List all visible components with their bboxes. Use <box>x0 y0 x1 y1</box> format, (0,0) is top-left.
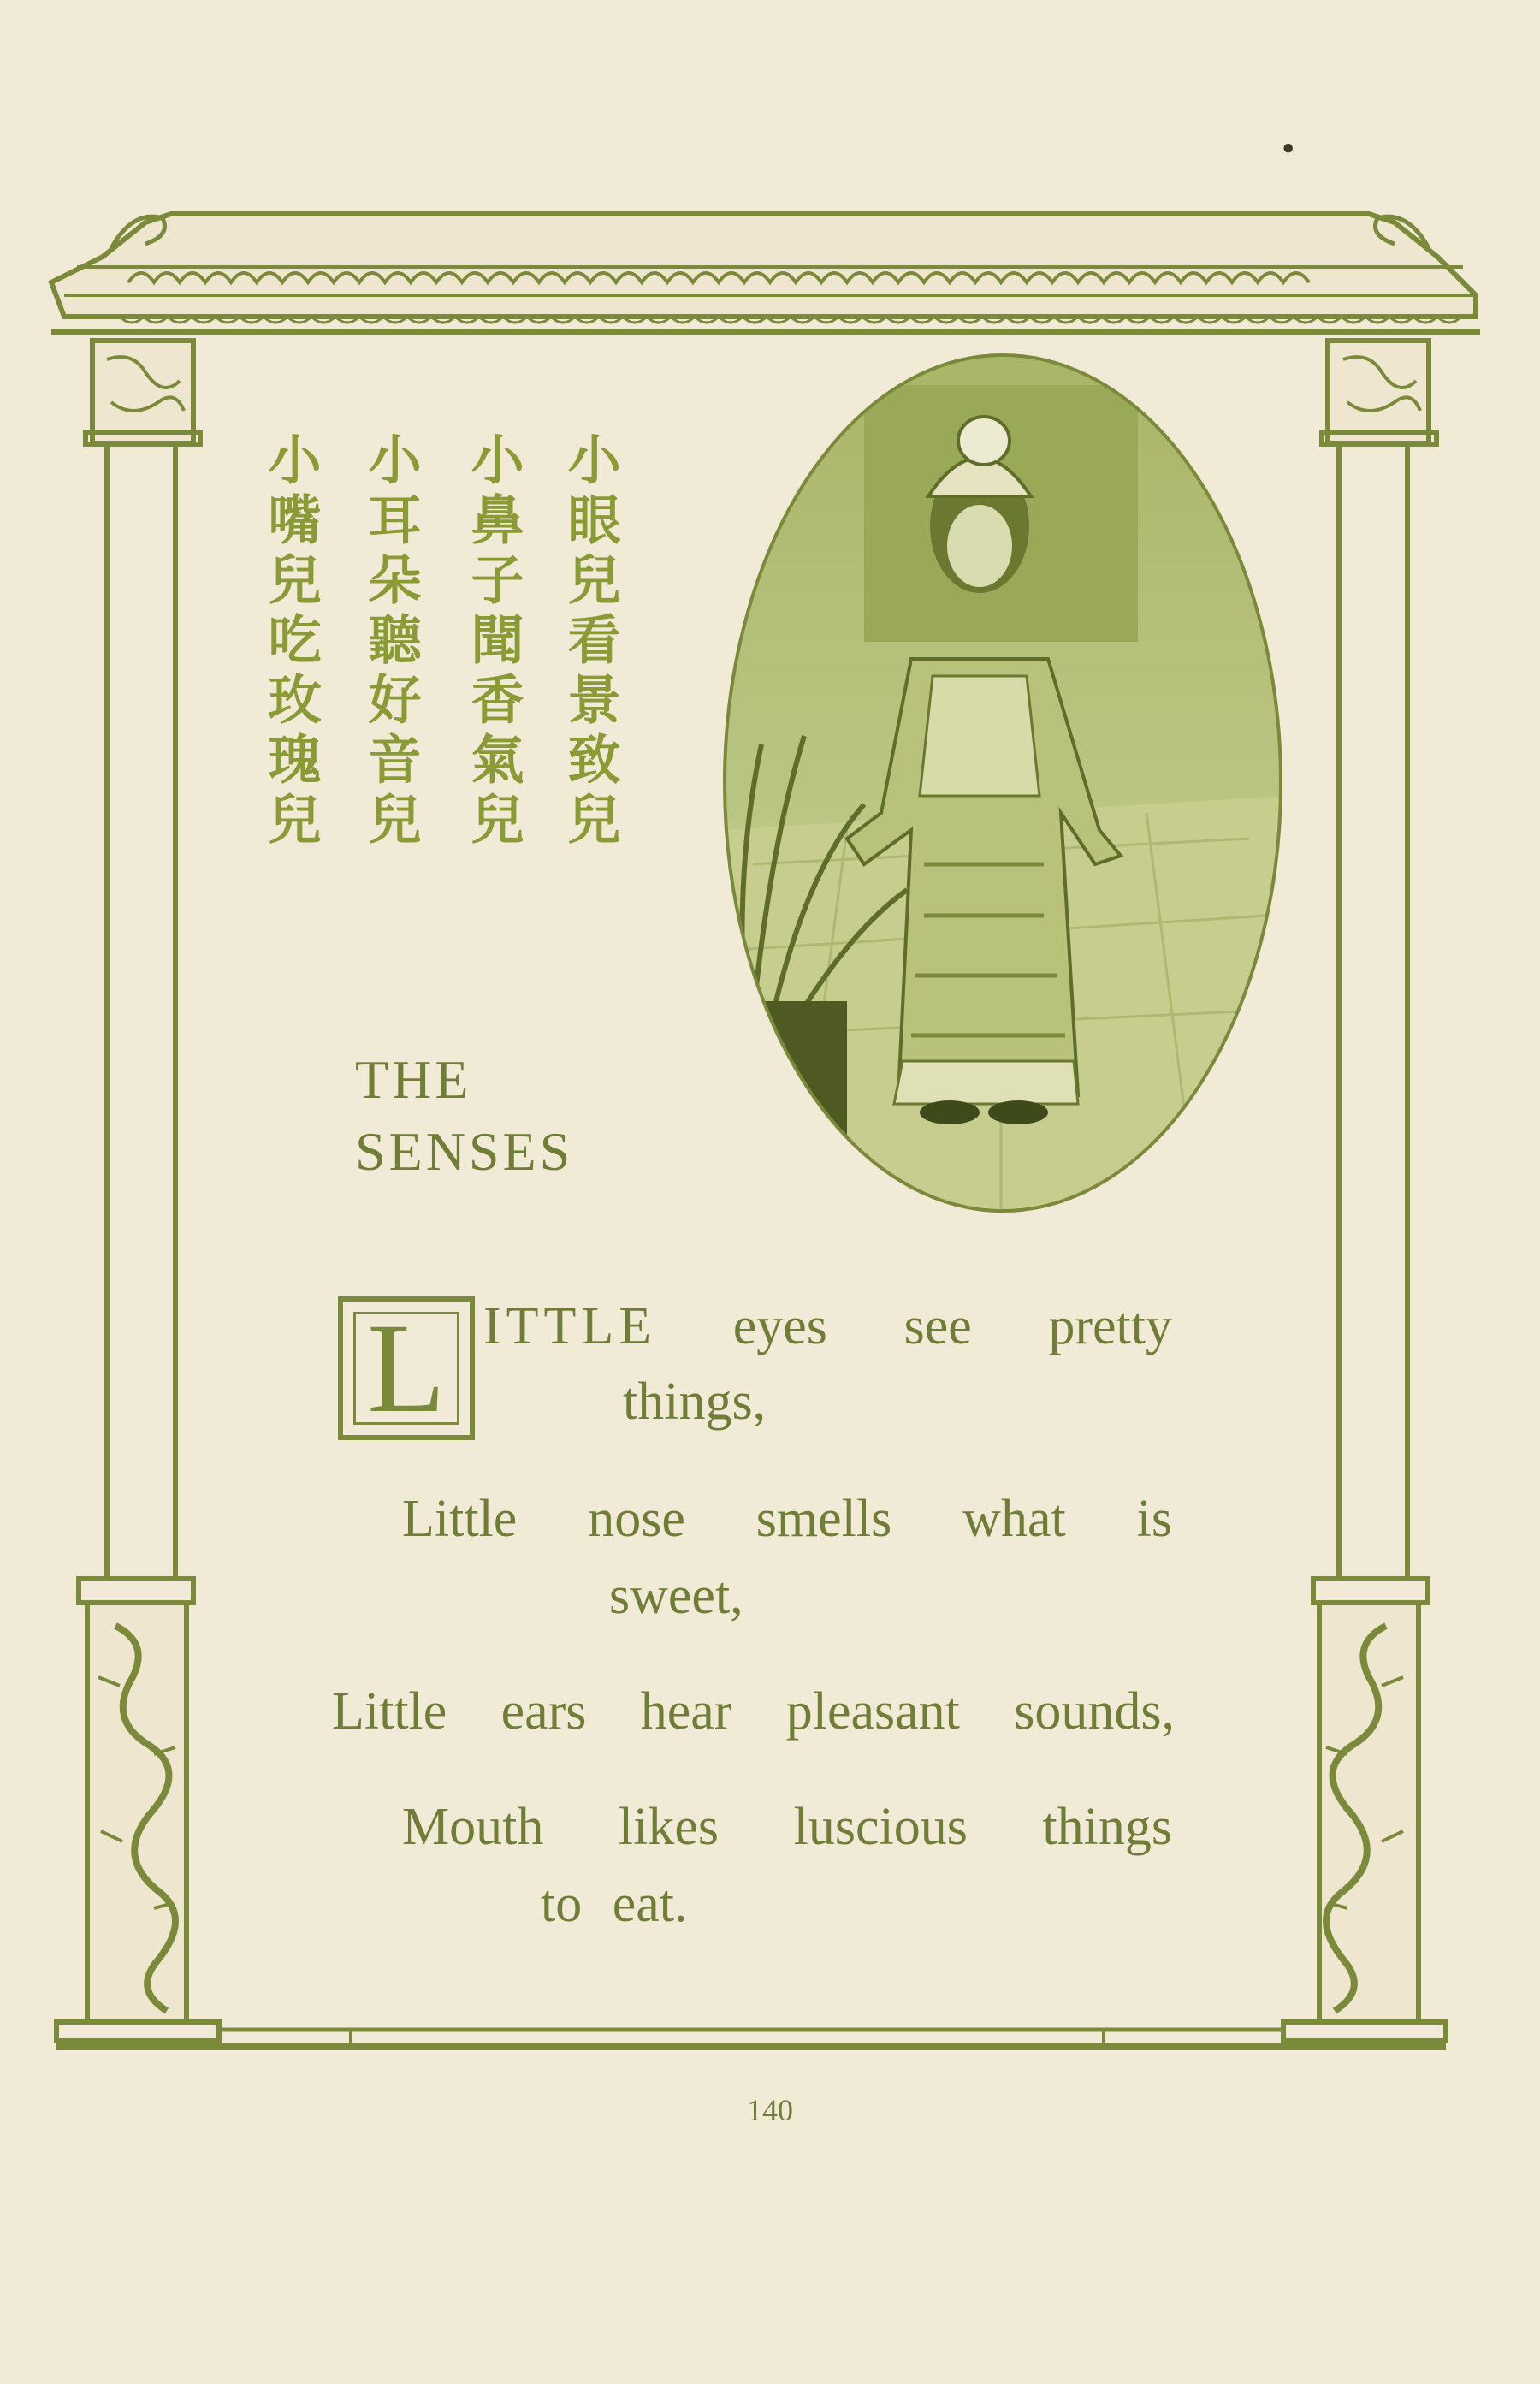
poem-line-4 <box>402 1797 1172 1858</box>
word: things <box>1042 1798 1172 1856</box>
page-number: 140 <box>747 2093 793 2127</box>
poem-line-1 <box>483 1296 1172 1357</box>
drop-cap-letter: L <box>367 1297 446 1439</box>
word: luscious <box>793 1798 968 1856</box>
poem-line-2 <box>402 1489 1172 1550</box>
left-column <box>56 341 219 2041</box>
poem-line-3 <box>332 1681 1175 1742</box>
title-line-1: THE <box>355 1049 472 1110</box>
poem-line-4-continued: to eat. <box>541 1875 688 1933</box>
title-line-2: SENSES <box>355 1121 574 1182</box>
word: pretty <box>1048 1297 1172 1355</box>
word: what <box>962 1490 1066 1548</box>
roof-tile-icon <box>51 214 1480 332</box>
chinese-column-1: 小眼兒看景致兒 <box>559 432 621 851</box>
right-column <box>1283 341 1446 2041</box>
chinese-column-4: 小嘴兒吃玫瑰兒 <box>259 432 322 851</box>
word: see <box>903 1297 972 1355</box>
ink-mark: • <box>1282 128 1295 169</box>
child-photograph <box>719 351 1288 1215</box>
word: likes <box>618 1798 720 1856</box>
word: sounds, <box>1014 1682 1175 1741</box>
word: pleasant <box>785 1682 960 1741</box>
poem-line-2-continued: sweet, <box>609 1567 743 1625</box>
word: smells <box>755 1490 892 1548</box>
page-title <box>355 1044 573 1188</box>
poem-line-1-continued: things, <box>623 1373 767 1431</box>
word: Little <box>402 1490 518 1548</box>
word: Mouth <box>402 1798 544 1856</box>
word: ITTLE <box>483 1297 657 1355</box>
chinese-column-2: 小鼻子聞香氣兒 <box>462 432 524 851</box>
chinese-column-3: 小耳朵聽好音兒 <box>359 432 422 851</box>
word: hear <box>640 1682 732 1741</box>
base-rail <box>56 2030 1446 2047</box>
drop-cap <box>338 1296 475 1440</box>
word: ears <box>500 1682 587 1741</box>
word: is <box>1136 1490 1172 1548</box>
word: Little <box>332 1682 447 1741</box>
word: eyes <box>732 1297 827 1355</box>
word: nose <box>588 1490 685 1548</box>
